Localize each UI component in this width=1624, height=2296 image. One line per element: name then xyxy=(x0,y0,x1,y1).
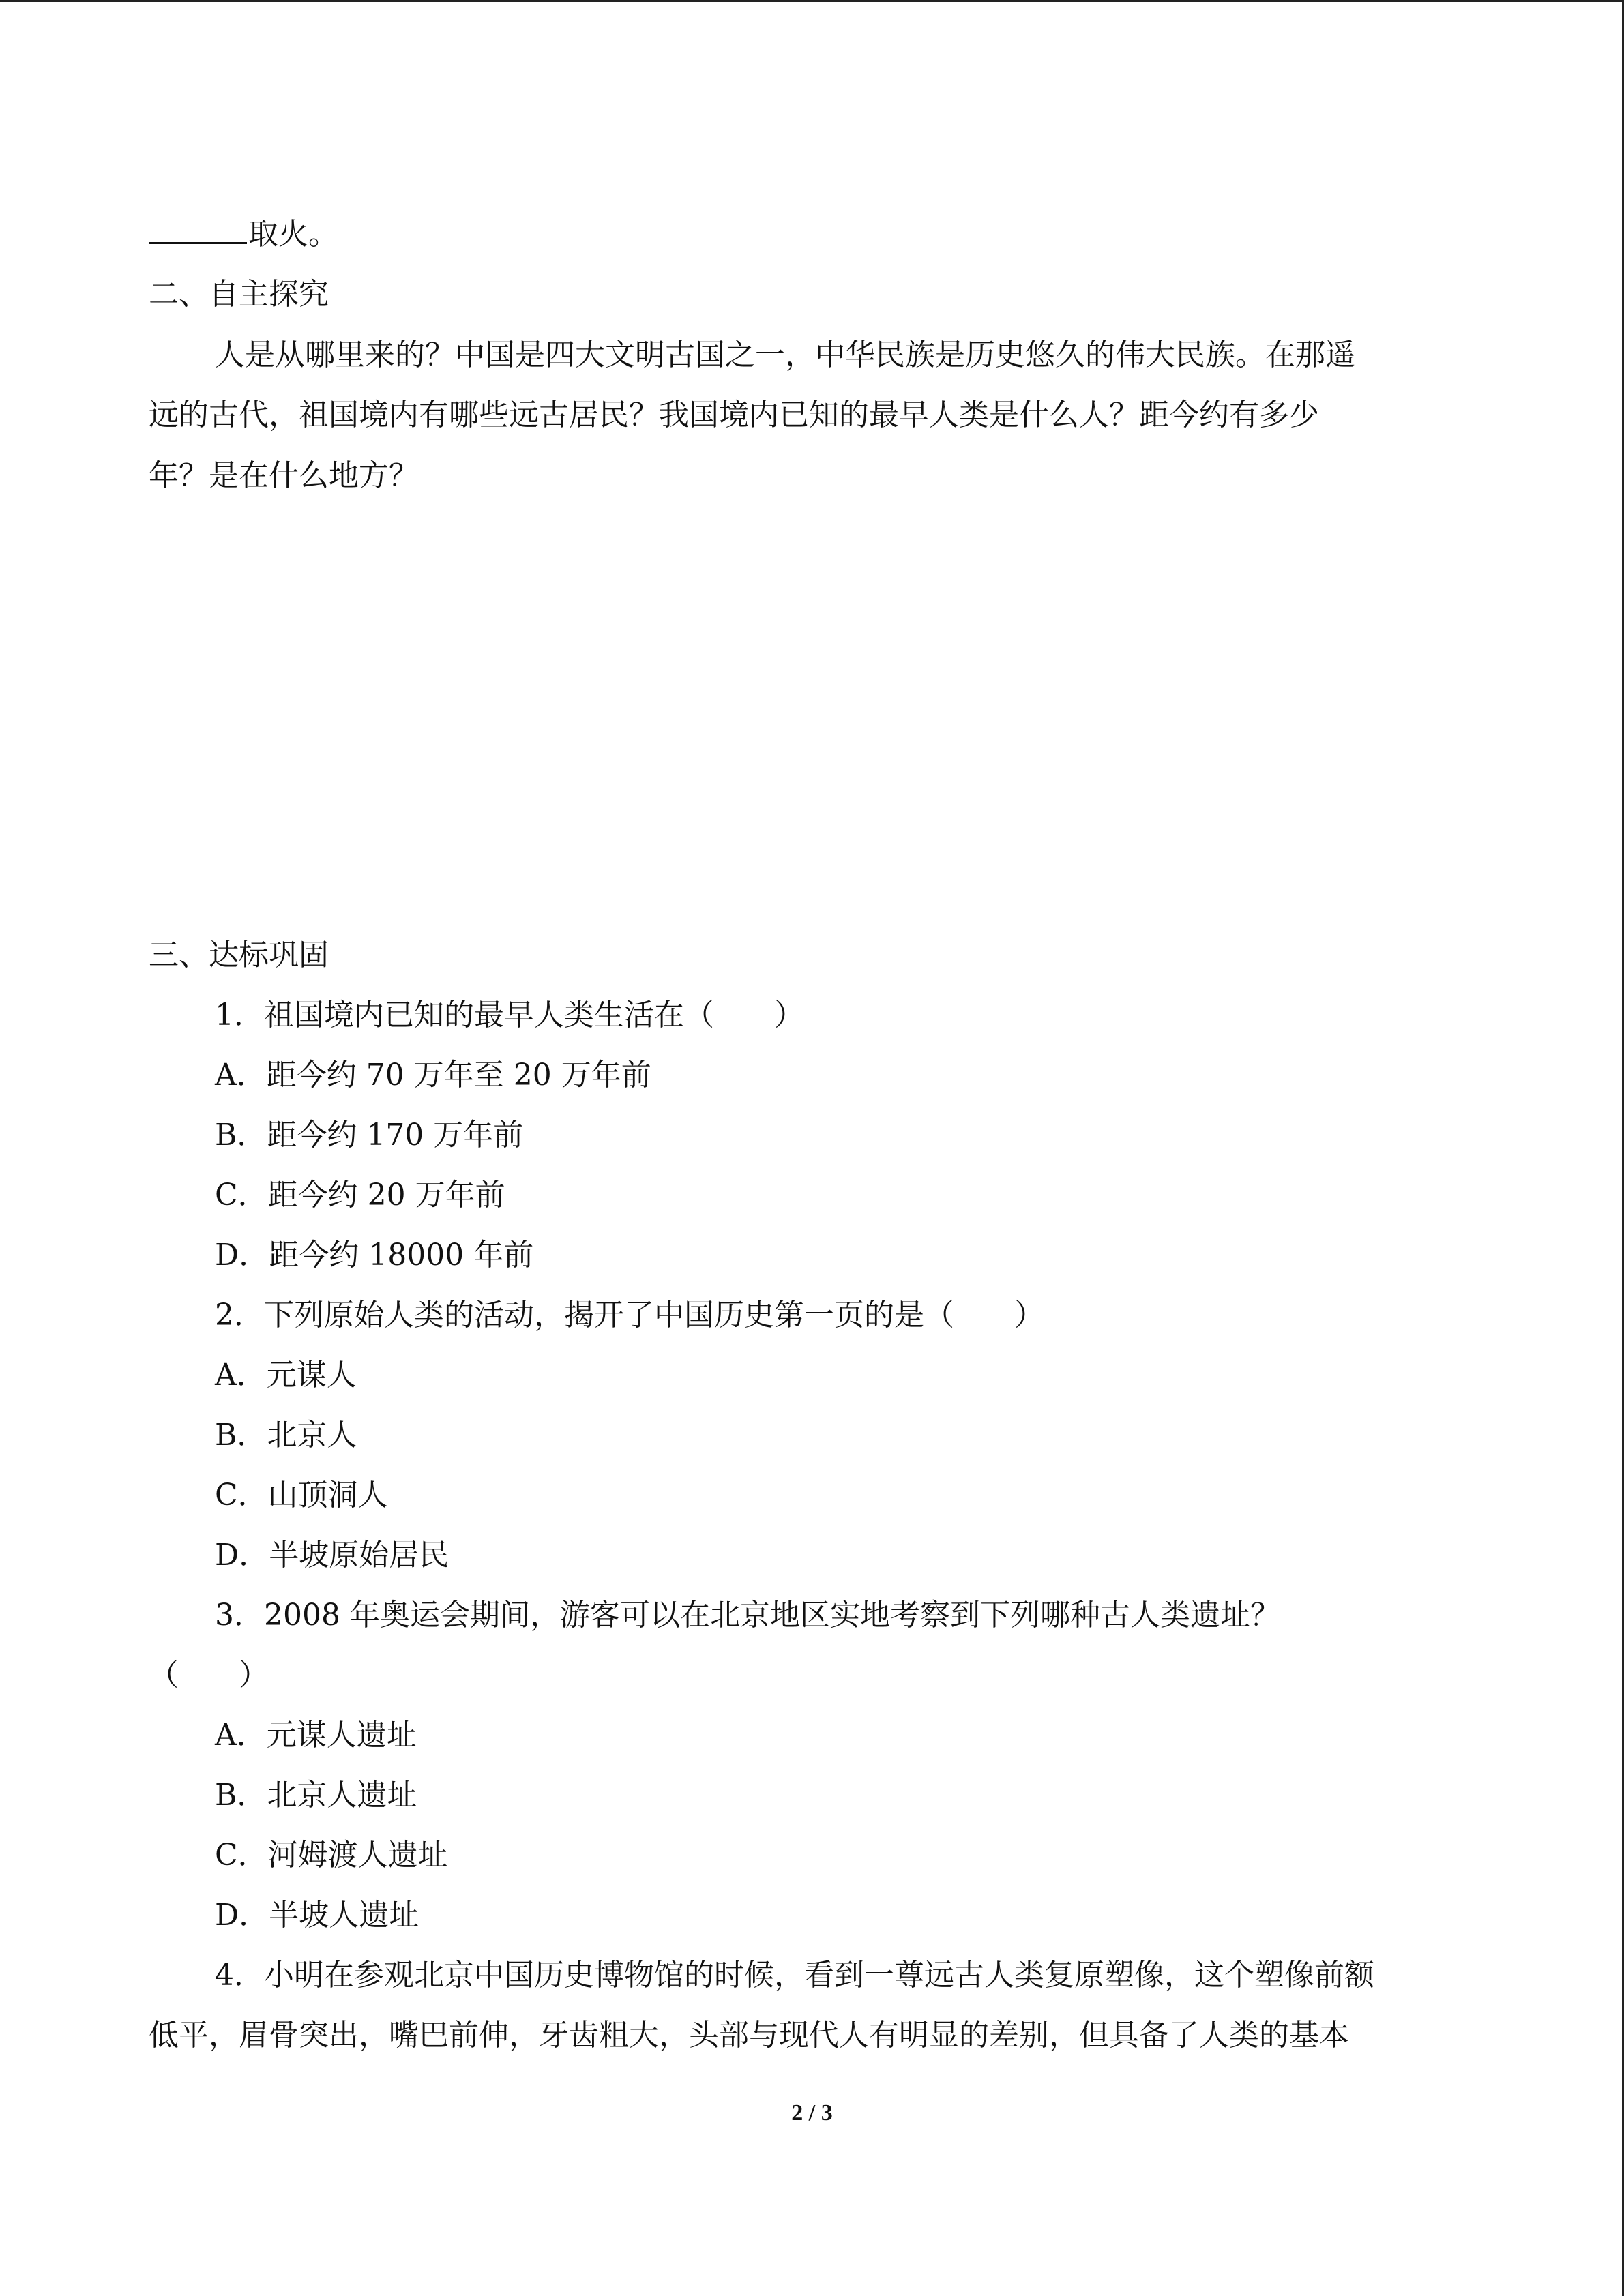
question-3-stem: 3．2008 年奥运会期间，游客可以在北京地区实地考察到下列哪种古人类遗址？ xyxy=(215,1598,1280,1632)
question-1-option-c[interactable]: C．距今约 20 万年前 xyxy=(215,1178,505,1212)
question-4-stem: 4．小明在参观北京中国历史博物馆的时候，看到一尊远古人类复原塑像，这个塑像前额 xyxy=(215,1958,1374,1993)
question-2-option-d[interactable]: D．半坡原始居民 xyxy=(215,1538,449,1572)
page-number: 2 / 3 xyxy=(791,2100,833,2126)
question-1-option-d[interactable]: D．距今约 18000 年前 xyxy=(215,1238,534,1272)
question-3-option-b[interactable]: B．北京人遗址 xyxy=(215,1778,417,1813)
question-2-option-b[interactable]: B．北京人 xyxy=(215,1418,357,1452)
question-4-stem-continuation: 低平，眉骨突出，嘴巴前伸，牙齿粗大，头部与现代人有明显的差别，但具备了人类的基本 xyxy=(149,2018,1349,2053)
question-1-option-a[interactable]: A．距今约 70 万年至 20 万年前 xyxy=(215,1058,651,1092)
section-3-heading: 三、达标巩固 xyxy=(149,938,329,972)
section-2-paragraph-line-1: 人是从哪里来的？中国是四大文明古国之一，中华民族是历史悠久的伟大民族。在那遥 xyxy=(215,338,1355,372)
answer-blank[interactable] xyxy=(149,215,247,244)
fill-blank-line xyxy=(149,215,338,254)
section-2-paragraph-line-2: 远的古代，祖国境内有哪些远古居民？我国境内已知的最早人类是什么人？距今约有多少 xyxy=(149,398,1319,432)
section-2-heading: 二、自主探究 xyxy=(149,277,329,312)
page-border-top xyxy=(0,0,1624,2)
question-1-option-b[interactable]: B．距今约 170 万年前 xyxy=(215,1118,524,1152)
section-2-paragraph-line-3: 年？是在什么地方？ xyxy=(149,458,419,493)
question-1-stem: 1．祖国境内已知的最早人类生活在（ ） xyxy=(215,998,804,1032)
question-3-stem-continuation: （ ） xyxy=(149,1658,269,1693)
question-2-option-c[interactable]: C．山顶洞人 xyxy=(215,1478,388,1512)
question-2-stem: 2．下列原始人类的活动，揭开了中国历史第一页的是（ ） xyxy=(215,1298,1044,1332)
question-3-option-c[interactable]: C．河姆渡人遗址 xyxy=(215,1838,448,1873)
continuation-text: 取火。 xyxy=(248,217,338,252)
question-2-option-a[interactable]: A．元谋人 xyxy=(215,1358,357,1392)
question-3-option-a[interactable]: A．元谋人遗址 xyxy=(215,1718,417,1753)
question-3-option-d[interactable]: D．半坡人遗址 xyxy=(215,1898,419,1933)
